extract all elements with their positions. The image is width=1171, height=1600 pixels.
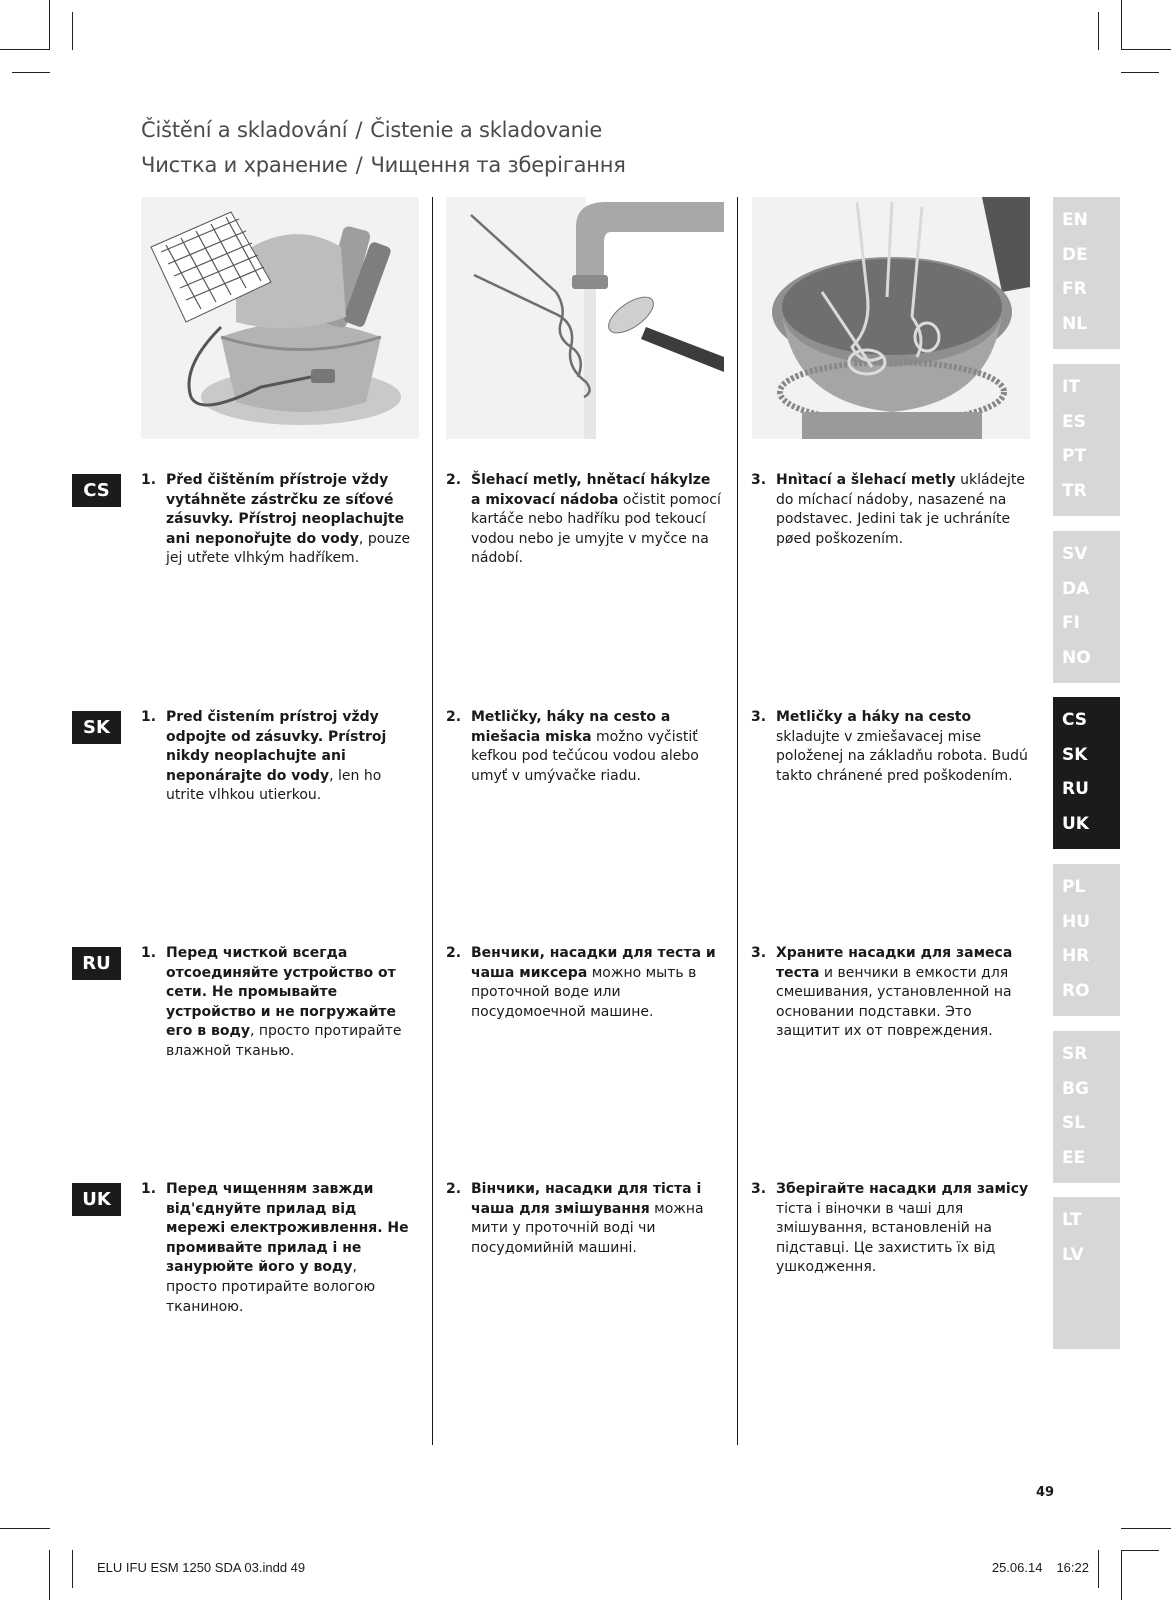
sidebar-item-lv: LV xyxy=(1062,1244,1084,1265)
title-ru: Чистка и хранение xyxy=(141,153,348,177)
step-text-regular: и венчики в емкости для смешивания, установленной на основании подставки. Это защитит их от повреждения. xyxy=(776,964,1012,1040)
crop-mark xyxy=(1121,0,1122,50)
language-group-2 xyxy=(1053,364,1120,516)
sidebar-item-fr: FR xyxy=(1062,279,1087,299)
language-group-4-active xyxy=(1053,697,1120,849)
sidebar-item-hr: HR xyxy=(1062,946,1090,966)
step-uk-3 xyxy=(751,1180,1035,1278)
step-text-regular: можно мыть в проточной воде или посудомоечной машине. xyxy=(471,964,697,1020)
crop-mark xyxy=(1121,1550,1122,1600)
step-text xyxy=(471,944,716,1022)
step-text xyxy=(166,708,417,806)
step-text-bold: Metličky a háky na cesto xyxy=(776,709,972,725)
title-separator: / xyxy=(355,153,363,177)
crop-mark xyxy=(1098,12,1099,50)
step-number: 1. xyxy=(141,1181,157,1197)
sidebar-item-es: ES xyxy=(1062,411,1086,432)
sidebar-item-ru: RU xyxy=(1062,779,1089,799)
language-label-uk: UK xyxy=(72,1183,121,1216)
crop-mark xyxy=(12,72,50,73)
sidebar-item-nl: NL xyxy=(1062,313,1088,334)
language-group-1 xyxy=(1053,197,1120,349)
step-number: 3. xyxy=(751,472,767,488)
step-uk-1 xyxy=(141,1180,409,1317)
sidebar-item-de: DE xyxy=(1062,244,1088,265)
step-text-bold: Hnìtací a šlehací metly xyxy=(776,472,956,488)
step-ru-2 xyxy=(446,944,716,1022)
crop-mark xyxy=(72,12,73,50)
step-text-regular: možno vyčistiť kefkou pod tečúcou vodou alebo umyť v umývačke riadu. xyxy=(471,728,699,784)
crop-mark xyxy=(1121,1528,1171,1529)
sidebar-item-en: EN xyxy=(1062,210,1088,230)
sidebar-item-lt: LT xyxy=(1062,1210,1082,1230)
step-number: 3. xyxy=(751,945,767,961)
step-text-bold: Metličky, háky na cesto a miešacia miska xyxy=(471,709,671,745)
step-text-bold: Венчики, насадки для теста и чаша миксера xyxy=(471,945,716,981)
step-text-bold: Šlehací metly, hnětací hákylze a mixovací nádoba xyxy=(471,472,711,508)
crop-mark xyxy=(12,1528,50,1529)
hand-mixer-on-stand-with-cloth-icon xyxy=(141,197,419,439)
sidebar-item-sk: SK xyxy=(1062,744,1088,765)
sidebar-item-cs: CS xyxy=(1062,710,1088,730)
step-number: 2. xyxy=(446,945,462,961)
crop-mark xyxy=(1121,49,1171,50)
step-cs-2 xyxy=(446,471,724,569)
step-text-bold: Храните насадки для замеса теста xyxy=(776,945,1013,981)
step-number: 1. xyxy=(141,945,157,961)
sidebar-item-da: DA xyxy=(1062,578,1090,599)
step-number: 1. xyxy=(141,472,157,488)
step-cs-3 xyxy=(751,471,1035,549)
step-text-bold: Зберігайте насадки для замісу xyxy=(776,1181,1029,1197)
sidebar-item-bg: BG xyxy=(1062,1078,1089,1099)
title-uk: Чищення та зберігання xyxy=(370,153,626,177)
step-text xyxy=(166,1180,409,1317)
sidebar-item-it: IT xyxy=(1062,377,1080,397)
step-text xyxy=(471,708,724,786)
step-uk-2 xyxy=(446,1180,724,1258)
footer-timestamp xyxy=(992,1560,1089,1575)
step-text-regular: , pouze jej utřete vlhkým hadříkem. xyxy=(166,530,411,567)
step-text xyxy=(776,471,1035,549)
step-cs-1 xyxy=(141,471,417,569)
step-text-regular: тіста і віночки в чаші для змішування, встановленій на підставці. Це захистить їх від ушкодження. xyxy=(776,1200,996,1276)
crop-mark xyxy=(1098,1550,1099,1588)
step-ru-1 xyxy=(141,944,417,1062)
language-group-7 xyxy=(1053,1197,1120,1349)
language-group-6 xyxy=(1053,1031,1120,1183)
step-text-bold: Перед чисткой всегда отсоединяйте устройство от сети. Не промывайте устройство и не погружайте его в воду xyxy=(166,945,397,1040)
sidebar-item-sv: SV xyxy=(1062,544,1088,564)
step-text xyxy=(166,471,417,569)
crop-mark xyxy=(1121,72,1159,73)
title-sk: Čistenie a skladovanie xyxy=(370,118,603,142)
page-number: 49 xyxy=(1036,1485,1055,1500)
step-text-bold: Вінчики, насадки для тіста і чаша для змішування xyxy=(471,1181,702,1217)
page-title-line-1 xyxy=(141,118,602,142)
step-text xyxy=(776,944,1035,1042)
attachments-stored-in-bowl-icon xyxy=(752,197,1030,439)
step-number: 2. xyxy=(446,1181,462,1197)
language-label-sk: SK xyxy=(72,711,121,744)
step-text xyxy=(166,944,417,1062)
step-number: 2. xyxy=(446,472,462,488)
step-text-regular: , len ho utrite vlhkou utierkou. xyxy=(166,767,382,804)
step-text-regular: , просто протирайте вологою тканиною. xyxy=(166,1259,376,1315)
step-sk-1 xyxy=(141,708,417,806)
step-number: 2. xyxy=(446,709,462,725)
language-group-5 xyxy=(1053,864,1120,1016)
step-text-bold: Перед чищенням завжди від'єднуйте прилад від мережі електроживлення. Не промивайте прилад і не занурюйте його у воду xyxy=(166,1181,409,1276)
step-text-regular: , просто протирайте влажной тканью. xyxy=(166,1023,402,1059)
step-number: 3. xyxy=(751,709,767,725)
sidebar-item-ee: EE xyxy=(1062,1147,1086,1168)
column-divider xyxy=(432,197,433,1445)
footer-file-name: ELU IFU ESM 1250 SDA 03.indd 49 xyxy=(97,1560,306,1575)
step-number: 1. xyxy=(141,709,157,725)
column-divider xyxy=(737,197,738,1445)
footer-time: 16:22 xyxy=(1056,1560,1089,1575)
language-label-ru: RU xyxy=(72,947,121,980)
language-label-cs: CS xyxy=(72,474,121,507)
step-text-regular: ukládejte do míchací nádoby, nasazené na podstavec. Jedini tak je uchráníte pøed poškozením. xyxy=(776,472,1026,547)
sidebar-item-tr: TR xyxy=(1062,480,1087,501)
beaters-under-tap-with-brush-icon xyxy=(446,197,724,439)
title-separator: / xyxy=(355,118,363,142)
language-group-3 xyxy=(1053,531,1120,683)
sidebar-item-fi: FI xyxy=(1062,613,1080,633)
step-text xyxy=(776,1180,1035,1278)
sidebar-item-ro: RO xyxy=(1062,980,1090,1001)
crop-mark xyxy=(72,1550,73,1588)
sidebar-item-no: NO xyxy=(1062,647,1091,668)
step-text-bold: Před čištěním přístroje vždy vytáhněte zástrčku ze síťové zásuvky. Přístroj neoplachujte ani neponořujte do vody xyxy=(166,472,405,547)
sidebar-item-pl: PL xyxy=(1062,877,1086,897)
sidebar-item-hu: HU xyxy=(1062,911,1091,932)
step-text-regular: skladujte v zmiešavacej mise položenej na základňu robota. Budú takto chránené pred poškodením. xyxy=(776,728,1028,784)
step-text-bold: Pred čistením prístroj vždy odpojte od zásuvky. Prístroj nikdy neoplachujte ani neponárajte do vody xyxy=(166,709,387,784)
crop-mark xyxy=(0,49,50,50)
sidebar-item-sr: SR xyxy=(1062,1044,1088,1064)
step-sk-3 xyxy=(751,708,1035,786)
page-title-line-2 xyxy=(141,153,626,177)
footer-date: 25.06.14 xyxy=(991,1560,1043,1575)
sidebar-item-uk: UK xyxy=(1062,813,1089,834)
step-number: 3. xyxy=(751,1181,767,1197)
step-text-regular: očistit pomocí kartáče nebo hadříku pod tekoucí vodou nebo je umyjte v myčce na nádobí. xyxy=(471,491,721,567)
step-text xyxy=(471,1180,724,1258)
step-text xyxy=(471,471,724,569)
crop-mark xyxy=(1121,1550,1159,1551)
sidebar-item-pt: PT xyxy=(1062,446,1087,466)
sidebar-item-sl: SL xyxy=(1062,1113,1086,1133)
step-text xyxy=(776,708,1035,786)
title-cs: Čištění a skladování xyxy=(141,118,348,142)
crop-mark xyxy=(49,0,50,50)
step-ru-3 xyxy=(751,944,1035,1042)
step-text-regular: можна мити у проточній воді чи посудомийній машині. xyxy=(471,1200,704,1256)
step-sk-2 xyxy=(446,708,724,786)
crop-mark xyxy=(49,1550,50,1600)
